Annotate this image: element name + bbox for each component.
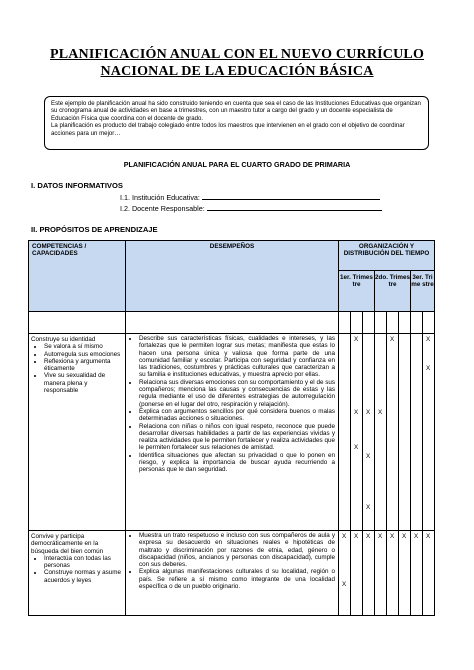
competence-cell-identidad [29,334,126,531]
mark-x: X [342,533,347,540]
mark-x: X [366,453,371,460]
field-docente-blank[interactable] [207,203,382,211]
mark-x: X [378,533,383,540]
capacity-item: • Interactúa con todas las personas [44,555,123,570]
mark-x: X [426,365,431,372]
mark-col-2 [351,334,363,531]
mark-col-4 [375,531,387,616]
capacity-item: • Autorregula sus emociones [44,351,123,358]
intro-paragraph-1: Este ejemplo de planificación anual ha sido construido teniendo en cuenta que sea el caso de las Instituciones Educativas que organizan su cronograma anual de actividades en base a trimestres, con un maestro tutor a cargo del grado y un docente especialista de Educación Física que coordina con el docente de grado. [51,100,421,122]
header-organizacion: ORGANIZACIÓN Y DISTRIBUCIÓN DEL TIEMPO [339,241,435,271]
performance-item: • Explica algunas manifestaciones culturales d su localidad, región o país. Se refiere a sí mismo como integrante de una localidad específica o de un pueblo originario. [139,568,335,590]
mark-col-5 [387,531,399,616]
performance-cell-identidad [126,334,339,531]
performance-item: • Describe sus características físicas, cualidades e intereses, y las fortalezas que le permiten lograr sus metas; manifiesta que estas lo hacen una persona única y valiosa que forma parte de una comunidad familiar y escolar. Participa con seguridad y confianza en las tradiciones, costumbres y prácticas culturales que caracterizan a su familia e instituciones educativas, y muestra aprecio por ellas. [139,335,335,379]
performance-cell-convive [126,531,339,616]
mark-x: X [378,409,383,416]
field-institucion-blank[interactable] [202,192,380,200]
capacity-item: • Vive su sexualidad de manera plena y responsable [44,372,123,394]
performance-item: • Explica con argumentos sencillos por qué considera buenos o malas determinadas acciones o situaciones. [139,408,335,423]
mark-x: X [402,533,407,540]
field-docente-label: I.2. Docente Responsable: [120,204,205,213]
header-trimestre-1: 1er. Trimes tre [339,271,375,312]
performance-item: • Relaciona sus diversas emociones con su comportamiento y el de sus compañeros; menciona las causas y consecuencias de estas y las regula mediante el uso de diferentes estrategias de autorregulación (ponerse en el lugar del otro, respiración y relajación). [139,379,335,408]
field-institucion-label: I.1. Institución Educativa: [120,193,200,202]
title-line-1: PLANIFICACIÓN ANUAL CON EL NUEVO CURRÍCULO [49,47,425,62]
mark-col-6 [399,531,411,616]
mark-col-6 [399,334,411,531]
capacity-item: • Se valora a sí mismo [44,343,123,350]
document-title [30,46,444,80]
performance-item: • Relaciona con niñas o niños con igual respeto, reconoce que puede desarrollar diversas habilidades a partir de las experiencias vividas y realiza actividades que le permiten fortalecer y realiza actividades que le permiten fortalecer sus relaciones de amistad. [139,423,335,452]
mark-col-8 [423,334,435,531]
mark-col-7 [411,531,423,616]
competence-cell-convive [29,531,126,616]
mark-x: X [390,336,395,343]
blank-row [29,312,435,334]
mark-x: X [426,336,431,343]
capacity-item: • Construye normas y asume acuerdos y leyes [44,569,123,584]
section-propositos: II. PROPÓSITOS DE APRENDIZAJE [31,225,158,234]
intro-box [44,96,429,150]
mark-col-2 [351,531,363,616]
plan-subtitle: PLANIFICACIÓN ANUAL PARA EL CUARTO GRADO DE PRIMARIA [123,160,351,169]
performance-item: • Muestra un trato respetuoso e incluso con sus compañeros de aula y expresa su desacuerdo en situaciones reales e hipotéticas de maltrato y discriminación por razones de etnia, edad, género o discapacidad (niños, ancianos y personas con discapacidad), cumple con sus deberes. [139,532,335,568]
mark-col-1 [339,334,351,531]
field-institucion [120,192,380,202]
field-docente [120,203,382,213]
mark-col-5 [387,334,399,531]
mark-x: X [354,409,359,416]
performance-item: • Identifica situaciones que afectan su privacidad o que lo ponen en riesgo, y explica la importancia de buscar ayuda recurriendo a personas que le dan seguridad. [139,452,335,474]
planning-table [28,240,435,616]
mark-x: X [354,336,359,343]
mark-col-8 [423,531,435,616]
mark-x: X [426,533,431,540]
mark-x: X [354,533,359,540]
mark-x: X [354,444,359,451]
intro-paragraph-2: La planificación es producto del trabajo colegiado entre todos los maestros que intervienen en el grado con el objetivo de coordinar acciones para un mejor… [51,122,405,137]
table-row [29,531,435,616]
header-trimestre-2: 2do. Trimes tre [375,271,411,312]
header-competencias: COMPETENCIAS / CAPACIDADES [29,241,126,312]
mark-x: X [366,409,371,416]
mark-col-3 [363,334,375,531]
mark-x: X [342,581,347,588]
section-datos-informativos: I. DATOS INFORMATIVOS [31,181,123,190]
mark-col-1 [339,531,351,616]
mark-x: X [414,533,419,540]
competence-title: Convive y participa democráticamente en la búsqueda del bien común [31,533,104,555]
competence-title: Construye su identidad [31,336,96,343]
header-trimestre-3: 3er. Tri me stre [411,271,435,312]
mark-col-3 [363,531,375,616]
header-desempenos: DESEMPEÑOS [126,241,339,312]
mark-x: X [390,533,395,540]
capacity-item: • Reflexiona y argumenta éticamente [44,358,123,373]
table-row [29,334,435,531]
title-line-2: NACIONAL DE LA EDUCACIÓN BÁSICA [100,64,374,79]
mark-col-7 [411,334,423,531]
mark-x: X [366,504,371,511]
mark-x: X [366,533,371,540]
mark-col-4 [375,334,387,531]
